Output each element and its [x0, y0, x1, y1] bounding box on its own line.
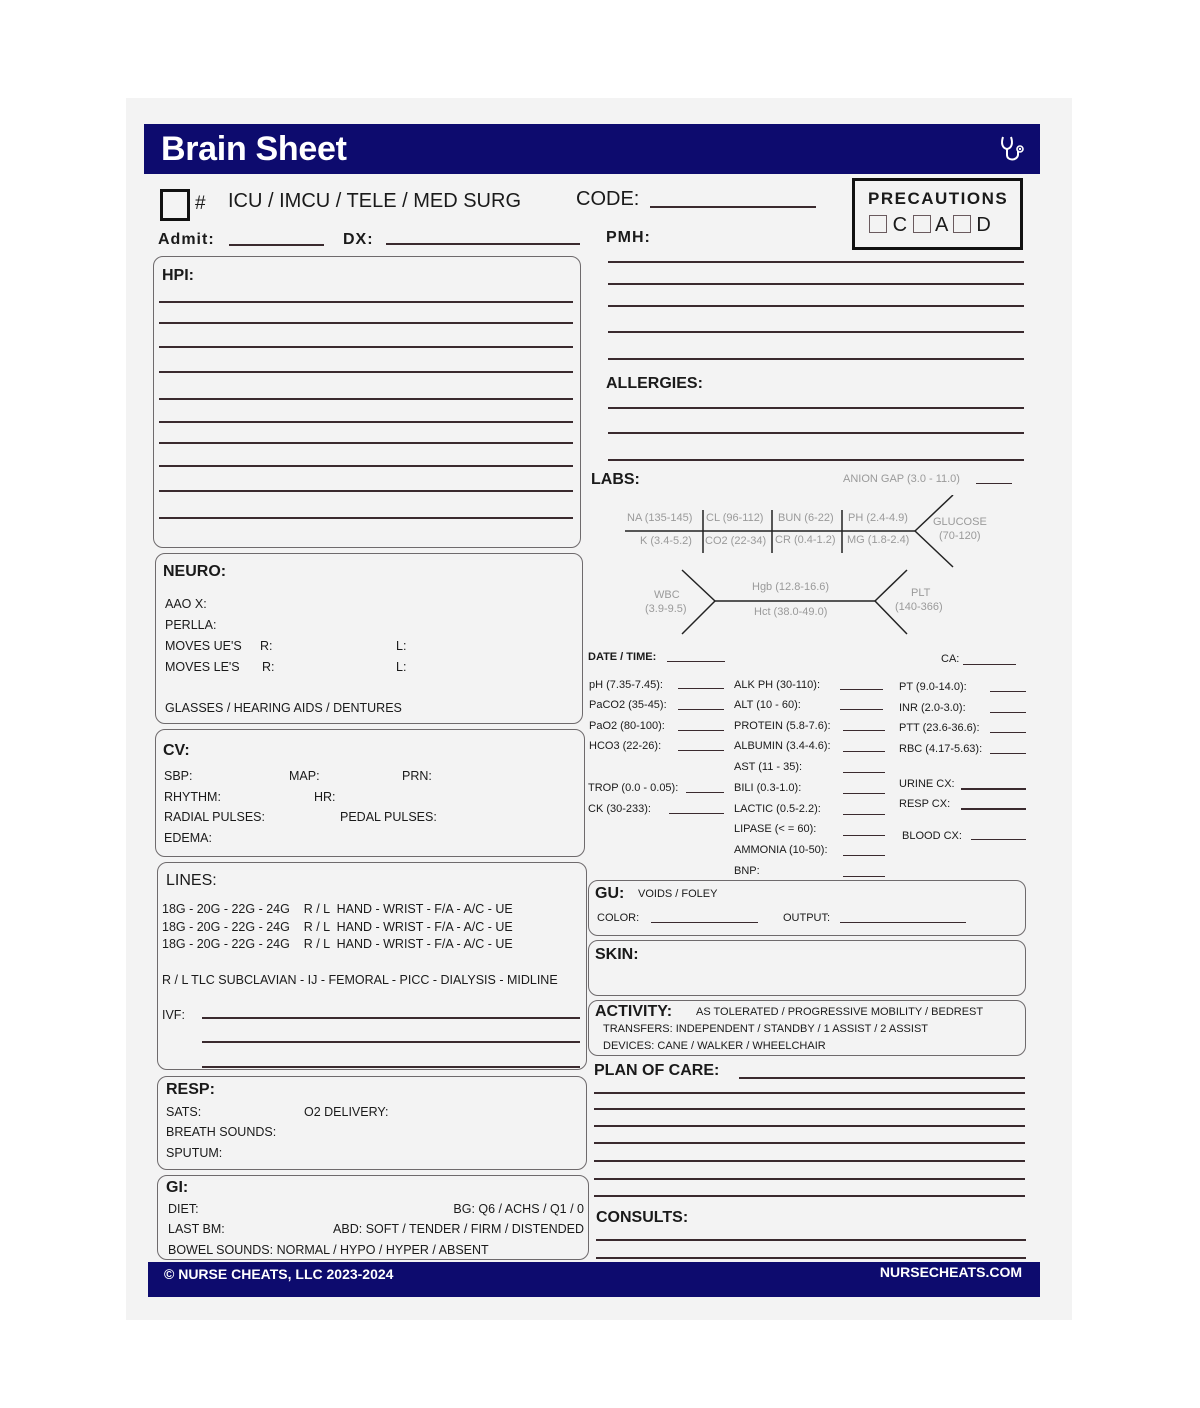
prn-label: PRN: — [402, 769, 432, 783]
consults-line[interactable] — [596, 1239, 1026, 1241]
dx-label: DX: — [343, 231, 374, 248]
anion-gap-field[interactable] — [976, 483, 1012, 484]
blood-cx-label: BLOOD CX: — [902, 830, 962, 842]
ca-label: CA: — [941, 653, 960, 665]
lab-hct: Hct (38.0-49.0) — [754, 606, 828, 618]
pmh-line[interactable] — [608, 331, 1024, 333]
lab-albumin: ALBUMIN (3.4-4.6): — [734, 740, 831, 752]
lab-plt: PLT — [911, 587, 931, 599]
lab-glucose-range: (70-120) — [939, 530, 981, 542]
lab-wbc-range: (3.9-9.5) — [645, 603, 687, 615]
skin-section — [588, 940, 1026, 996]
lab-paco2: PaCO2 (35-45): — [589, 699, 667, 711]
cv-title: CV: — [163, 742, 190, 759]
lab-bnp-field[interactable] — [843, 876, 885, 877]
lab-hco3-field[interactable] — [678, 750, 724, 751]
lab-glucose: GLUCOSE — [933, 516, 987, 528]
lab-bili: BILI (0.3-1.0): — [734, 782, 802, 794]
lab-ptt-field[interactable] — [990, 732, 1026, 733]
copyright-text: © NURSE CHEATS, LLC 2023-2024 — [164, 1266, 394, 1282]
lab-ammonia-field[interactable] — [843, 855, 885, 856]
neuro-title: NEURO: — [163, 563, 227, 580]
gu-color-field[interactable] — [651, 922, 758, 923]
lab-alk-ph: ALK PH (30-110): — [734, 679, 821, 691]
lab-ast: AST (11 - 35): — [734, 761, 803, 773]
allergies-line[interactable] — [608, 459, 1024, 461]
diet-label: DIET: — [168, 1202, 199, 1216]
lab-lipase-field[interactable] — [843, 835, 885, 836]
lab-mg: MG (1.8-2.4) — [847, 534, 910, 546]
contact-checkbox[interactable] — [869, 215, 887, 233]
header-bar — [144, 124, 1040, 174]
resp-section — [157, 1076, 587, 1170]
central-line-options[interactable]: R / L TLC SUBCLAVIAN - IJ - FEMORAL - PICC - DIALYSIS - MIDLINE — [162, 973, 558, 987]
moves-ue-l-label: L: — [396, 639, 407, 653]
hpi-line[interactable] — [159, 322, 573, 324]
plan-line[interactable] — [594, 1142, 1025, 1144]
consults-title: CONSULTS: — [596, 1209, 689, 1226]
plan-line[interactable] — [739, 1077, 1025, 1079]
edema-label: EDEMA: — [164, 831, 212, 845]
hpi-line[interactable] — [159, 371, 573, 373]
allergies-line[interactable] — [608, 407, 1024, 409]
allergies-line[interactable] — [608, 432, 1024, 434]
droplet-checkbox[interactable] — [953, 215, 971, 233]
piv-line-1[interactable]: 18G - 20G - 22G - 24G R / L HAND - WRIST - F/A - A/C - UE — [162, 902, 513, 916]
lab-albumin-field[interactable] — [843, 751, 885, 752]
hpi-line[interactable] — [159, 346, 573, 348]
labs-title: LABS: — [591, 471, 640, 488]
ivf-line[interactable] — [202, 1066, 580, 1068]
date-time-field[interactable] — [667, 661, 725, 662]
piv-line-3[interactable]: 18G - 20G - 22G - 24G R / L HAND - WRIST - F/A - A/C - UE — [162, 937, 513, 951]
lab-bun: BUN (6-22) — [778, 512, 834, 524]
lab-ph: PH (2.4-4.9) — [848, 512, 908, 524]
moves-le-l-label: L: — [396, 660, 407, 674]
website-link[interactable]: NURSECHEATS.COM — [879, 1264, 1022, 1280]
moves-ue-r-label: R: — [260, 639, 273, 653]
moves-le-label: MOVES LE'S — [165, 660, 240, 674]
ca-field[interactable] — [963, 664, 1016, 665]
lab-plt-range: (140-366) — [895, 601, 943, 613]
lab-trop: TROP (0.0 - 0.05): — [588, 782, 679, 794]
gi-section — [157, 1175, 589, 1260]
devices-options[interactable]: DEVICES: CANE / WALKER / WHEELCHAIR — [603, 1040, 826, 1052]
lab-co2: CO2 (22-34) — [705, 535, 767, 547]
skin-title: SKIN: — [595, 946, 639, 963]
precautions-title: PRECAUTIONS — [868, 189, 1009, 208]
blood-cx-field[interactable] — [971, 839, 1026, 840]
plan-line[interactable] — [594, 1092, 1025, 1094]
lab-alk-ph-field[interactable] — [840, 689, 883, 690]
ivf-label: IVF: — [162, 1008, 185, 1022]
droplet-label: D — [976, 214, 991, 236]
lab-trop-field[interactable] — [686, 792, 724, 793]
lab-pao2: PaO2 (80-100): — [589, 720, 665, 732]
lab-ck-field[interactable] — [669, 813, 724, 814]
lab-rbc-field[interactable] — [990, 753, 1026, 754]
lab-pt: PT (9.0-14.0): — [899, 681, 967, 693]
radial-pulses-label: RADIAL PULSES: — [164, 810, 265, 824]
neuro-section — [155, 553, 583, 724]
hpi-section — [153, 256, 581, 548]
lab-wbc: WBC — [654, 589, 680, 601]
gi-title: GI: — [166, 1179, 189, 1196]
plan-line[interactable] — [594, 1125, 1025, 1127]
o2-delivery-label: O2 DELIVERY: — [304, 1105, 389, 1119]
lab-k: K (3.4-5.2) — [640, 535, 692, 547]
gu-options[interactable]: VOIDS / FOLEY — [638, 888, 718, 900]
gu-output-label: OUTPUT: — [783, 912, 831, 924]
resp-cx-label: RESP CX: — [899, 798, 951, 810]
lab-lactic: LACTIC (0.5-2.2): — [734, 803, 821, 815]
resp-title: RESP: — [166, 1081, 215, 1098]
pmh-line[interactable] — [608, 261, 1024, 263]
pmh-line[interactable] — [608, 305, 1024, 307]
lab-ptt: PTT (23.6-36.6): — [899, 722, 980, 734]
plan-line[interactable] — [594, 1178, 1025, 1180]
hash-label: # — [195, 193, 206, 214]
lab-alt-field[interactable] — [840, 709, 883, 710]
airborne-checkbox[interactable] — [913, 215, 931, 233]
moves-ue-label: MOVES UE'S — [165, 639, 242, 653]
lab-alt: ALT (10 - 60): — [734, 699, 801, 711]
hpi-line[interactable] — [159, 421, 573, 423]
lab-inr-field[interactable] — [990, 712, 1026, 713]
hr-label: HR: — [314, 790, 336, 804]
aids-options[interactable]: GLASSES / HEARING AIDS / DENTURES — [165, 701, 402, 715]
precautions-options — [869, 214, 991, 237]
lab-protein-field[interactable] — [843, 730, 885, 731]
date-time-label: DATE / TIME: — [588, 651, 657, 663]
allergies-title: ALLERGIES: — [606, 375, 703, 392]
gu-title: GU: — [595, 885, 625, 902]
sbp-label: SBP: — [164, 769, 193, 783]
transfers-options[interactable]: TRANSFERS: INDEPENDENT / STANDBY / 1 ASSIST / 2 ASSIST — [603, 1023, 928, 1035]
lab-lactic-field[interactable] — [843, 814, 885, 815]
lab-inr: INR (2.0-3.0): — [899, 702, 966, 714]
admit-label: Admit: — [158, 231, 215, 248]
plan-line[interactable] — [594, 1160, 1025, 1162]
contact-label: C — [892, 214, 908, 236]
abd-options[interactable]: ABD: SOFT / TENDER / FIRM / DISTENDED — [333, 1222, 584, 1236]
sats-label: SATS: — [166, 1105, 202, 1119]
plan-line[interactable] — [594, 1195, 1025, 1197]
hpi-line[interactable] — [159, 398, 573, 400]
lines-title: LINES: — [166, 872, 217, 889]
cv-section — [155, 729, 585, 857]
pmh-line[interactable] — [608, 283, 1024, 285]
unit-options[interactable]: ICU / IMCU / TELE / MED SURG — [228, 190, 521, 212]
lab-bili-field[interactable] — [843, 793, 885, 794]
code-field[interactable] — [650, 206, 816, 208]
pmh-label: PMH: — [606, 229, 651, 246]
airborne-label: A — [935, 214, 948, 236]
urine-cx-label: URINE CX: — [899, 778, 955, 790]
lab-hgb: Hgb (12.8-16.6) — [752, 581, 830, 593]
lab-cl: CL (96-112) — [706, 512, 764, 524]
lab-ph-abg: pH (7.35-7.45): — [589, 679, 663, 691]
pmh-line[interactable] — [608, 358, 1024, 360]
lab-cr: CR (0.4-1.2) — [775, 534, 836, 546]
plan-line[interactable] — [594, 1108, 1025, 1110]
ivf-line[interactable] — [202, 1017, 580, 1019]
footer-bar — [148, 1262, 1040, 1297]
code-label: CODE: — [576, 188, 640, 210]
hpi-title: HPI: — [162, 267, 194, 284]
moves-le-r-label: R: — [262, 660, 275, 674]
page-title: Brain Sheet — [161, 130, 347, 168]
pedal-pulses-label: PEDAL PULSES: — [340, 810, 437, 824]
rhythm-label: RHYTHM: — [164, 790, 221, 804]
activity-options[interactable]: AS TOLERATED / PROGRESSIVE MOBILITY / BEDREST — [696, 1006, 984, 1018]
hpi-line[interactable] — [159, 301, 573, 303]
lab-lipase: LIPASE (< = 60): — [734, 823, 817, 835]
lab-na: NA (135-145) — [627, 512, 693, 524]
bowel-sounds-options[interactable]: BOWEL SOUNDS: NORMAL / HYPO / HYPER / ABSENT — [168, 1243, 489, 1257]
perlla-label: PERLLA: — [165, 618, 217, 632]
map-label: MAP: — [289, 769, 320, 783]
precautions-box — [852, 178, 1023, 250]
urine-cx-field[interactable] — [961, 788, 1026, 790]
lab-pt-field[interactable] — [990, 691, 1026, 692]
lab-rbc: RBC (4.17-5.63): — [899, 743, 983, 755]
lab-paco2-field[interactable] — [678, 709, 724, 710]
stethoscope-icon — [998, 133, 1028, 165]
breath-sounds-label: BREATH SOUNDS: — [166, 1125, 277, 1139]
activity-section — [588, 1000, 1026, 1056]
aao-label: AAO X: — [165, 597, 207, 611]
hpi-line[interactable] — [159, 490, 573, 492]
lab-hco3: HCO3 (22-26): — [589, 740, 662, 752]
lab-ck: CK (30-233): — [588, 803, 651, 815]
sputum-label: SPUTUM: — [166, 1146, 223, 1160]
anion-gap-label: ANION GAP (3.0 - 11.0) — [843, 473, 960, 485]
lab-bnp: BNP: — [734, 865, 760, 877]
room-checkbox[interactable] — [160, 189, 190, 221]
lab-pao2-field[interactable] — [678, 730, 724, 731]
dx-field[interactable] — [386, 243, 580, 245]
gu-color-label: COLOR: — [597, 912, 640, 924]
hpi-line[interactable] — [159, 442, 573, 444]
ivf-line[interactable] — [202, 1041, 580, 1043]
lines-section — [157, 862, 587, 1070]
gu-output-field[interactable] — [840, 922, 966, 923]
lab-protein: PROTEIN (5.8-7.6): — [734, 720, 831, 732]
hpi-line[interactable] — [159, 465, 573, 467]
hpi-line[interactable] — [159, 517, 573, 519]
piv-line-2[interactable]: 18G - 20G - 22G - 24G R / L HAND - WRIST - F/A - A/C - UE — [162, 920, 513, 934]
last-bm-label: LAST BM: — [168, 1222, 225, 1236]
gu-section — [588, 880, 1026, 936]
activity-title: ACTIVITY: — [595, 1003, 673, 1020]
admit-field[interactable] — [229, 244, 324, 246]
lab-ph-abg-field[interactable] — [678, 688, 724, 689]
lab-ast-field[interactable] — [843, 772, 885, 773]
lab-ammonia: AMMONIA (10-50): — [734, 844, 828, 856]
plan-of-care-title: PLAN OF CARE: — [594, 1062, 720, 1079]
bg-options[interactable]: BG: Q6 / ACHS / Q1 / 0 — [453, 1202, 584, 1216]
consults-line[interactable] — [596, 1257, 1026, 1259]
resp-cx-field[interactable] — [961, 808, 1026, 810]
